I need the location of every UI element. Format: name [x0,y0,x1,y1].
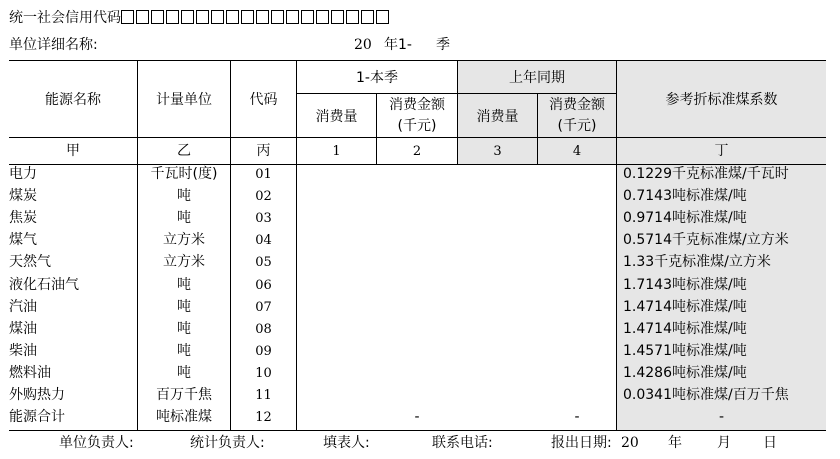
period-year-prefix: 20 [354,37,372,53]
row-code: 01 [255,167,272,182]
credit-code-box[interactable] [256,10,269,24]
row-coefficient: 1.4714吨标准煤/吨 [623,321,747,337]
footer-date-month: 月 [717,435,731,451]
row-energy-name: 电力 [9,166,37,182]
col-line-7 [616,60,617,430]
credit-code-boxes [121,10,391,26]
row-code: 04 [255,233,272,248]
label-yi: 乙 [177,143,191,159]
row-energy-name: 煤气 [9,232,37,248]
credit-code-box[interactable] [286,10,299,24]
label-jia: 甲 [66,143,80,159]
label-ding: 丁 [714,143,729,159]
table-top-border [9,60,826,61]
credit-code-box[interactable] [346,10,359,24]
row-coefficient: 1.4571吨标准煤/吨 [623,343,747,359]
footer-stats-head: 统计负责人: [190,435,265,451]
footer-phone: 联系电话: [432,435,493,451]
row-code: 03 [255,211,272,226]
label-col-1: 1 [332,144,341,159]
row-coefficient: 0.9714吨标准煤/吨 [623,210,747,226]
row-coefficient: 0.0341吨标准煤/百万千焦 [623,387,789,403]
row-coefficient: 1.7143吨标准煤/吨 [623,277,747,293]
credit-code-box[interactable] [241,10,254,24]
header-current-consumption: 消费量 [315,109,358,125]
credit-code-box[interactable] [331,10,344,24]
row-unit: 百万千焦 [156,387,212,403]
header-current-amount-line1: 消费金额 [389,97,445,113]
row-coefficient: 0.1229千克标准煤/千瓦时 [623,166,789,182]
credit-code-label: 统一社会信用代码 [9,10,121,26]
header-coefficient: 参考折标准煤系数 [665,92,778,108]
row-energy-name: 煤油 [9,321,37,337]
row-energy-name: 外购热力 [9,387,65,403]
row-energy-name: 汽油 [9,299,37,315]
row-code: 11 [255,388,272,403]
table-bottom-border [9,430,826,431]
row-code: 06 [255,278,272,293]
credit-code-box[interactable] [196,10,209,24]
row-coefficient: 1.4286吨标准煤/吨 [623,365,747,381]
credit-code-box[interactable] [226,10,239,24]
header-last-year-group: 上年同期 [509,70,565,86]
row-unit: 立方米 [163,232,205,248]
credit-code-box[interactable] [361,10,374,24]
credit-code-box[interactable] [271,10,284,24]
credit-code-box[interactable] [121,10,134,24]
label-col-2: 2 [412,144,422,159]
header-code: 代码 [249,92,278,108]
row-unit: 吨 [177,277,191,293]
row-code: 09 [255,344,272,359]
period-season-label: 季 [436,37,450,53]
row-energy-name: 燃料油 [9,365,51,381]
credit-code-field [9,10,391,25]
footer-filler: 填表人: [323,435,370,451]
header-unit: 计量单位 [156,92,212,108]
label-col-4: 4 [572,144,582,159]
row-energy-name: 能源合计 [9,409,65,425]
row-energy-name: 液化石油气 [9,277,79,293]
header-last-consumption: 消费量 [476,109,519,125]
row-coefficient: - [718,409,725,425]
credit-code-box[interactable] [316,10,329,24]
row-code: 08 [255,322,272,337]
header-energy-name: 能源名称 [45,92,101,108]
row-amount-last: - [574,409,580,425]
period-year-label: 年1- [384,37,412,53]
row-unit: 吨 [177,321,191,337]
row-unit: 吨 [177,365,191,381]
footer-unit-head: 单位负责人: [59,435,134,451]
credit-code-box[interactable] [211,10,224,24]
row-unit: 吨 [177,188,191,204]
row-code: 12 [255,410,272,425]
header-bottom-line [9,137,826,138]
row-energy-name: 柴油 [9,343,37,359]
credit-code-box[interactable] [301,10,314,24]
row-coefficient: 1.4714吨标准煤/吨 [623,299,747,315]
unit-name-label: 单位详细名称: [9,37,98,53]
row-code: 02 [255,189,272,204]
row-energy-name: 煤炭 [9,188,37,204]
row-unit: 吨 [177,299,191,315]
row-unit: 吨标准煤 [156,409,212,425]
header-current-group: 1-本季 [356,70,398,86]
footer-date-day: 日 [763,435,777,451]
header-last-amount-line1: 消费金额 [549,97,605,113]
row-energy-name: 焦炭 [9,210,37,226]
footer-report-date: 报出日期: [551,435,612,451]
label-bing: 丙 [256,143,271,159]
credit-code-box[interactable] [376,10,389,24]
row-code: 10 [255,366,272,381]
row-energy-name: 天然气 [9,254,51,270]
row-unit: 吨 [177,210,191,226]
footer-date-prefix: 20 [621,435,639,451]
row-unit: 立方米 [163,254,205,270]
header-current-amount-line2: (千元) [397,118,437,134]
row-coefficient: 0.7143吨标准煤/吨 [623,188,747,204]
row-amount-current: - [414,409,420,425]
row-code: 07 [255,300,272,315]
credit-code-box[interactable] [166,10,179,24]
row-code: 05 [255,255,272,270]
row-unit: 千瓦时(度) [150,166,218,182]
row-coefficient: 0.5714千克标准煤/立方米 [623,232,789,248]
label-col-3: 3 [493,144,502,159]
credit-code-box[interactable] [151,10,164,24]
footer-date-year: 年 [668,435,682,451]
row-coefficient: 1.33千克标准煤/立方米 [623,254,771,270]
credit-code-box[interactable] [136,10,149,24]
credit-code-box[interactable] [181,10,194,24]
header-last-amount-line2: (千元) [557,118,597,134]
row-unit: 吨 [177,343,191,359]
labels-bottom-line [9,164,826,165]
